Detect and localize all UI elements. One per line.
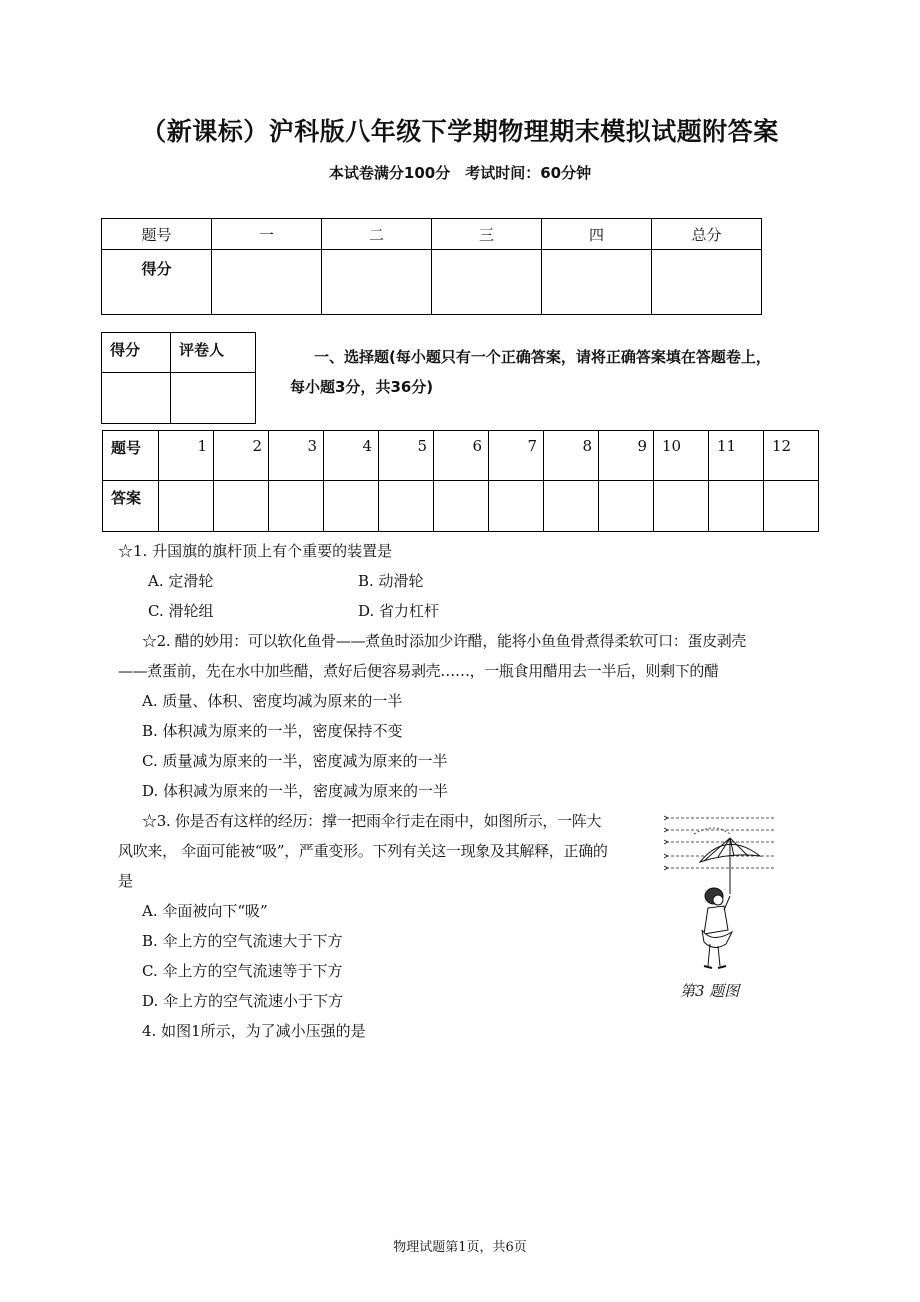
umbrella-girl-figure <box>664 812 784 978</box>
score-header-cell: 二 <box>322 219 432 250</box>
answer-blank-cell[interactable] <box>214 481 269 532</box>
question-number: 7 <box>489 431 544 481</box>
answer-blank-cell[interactable] <box>544 481 599 532</box>
question-number: 11 <box>709 431 764 481</box>
answer-row2-label: 答案 <box>103 481 159 532</box>
score-row-label: 得分 <box>102 250 212 315</box>
exam-info: 本试卷满分100分 考试时间：60分钟 <box>328 164 592 182</box>
q1-option-b: B. 动滑轮 <box>358 572 424 590</box>
q3-figure-caption: 第3 题图 <box>680 982 740 1000</box>
question-number: 8 <box>544 431 599 481</box>
q1-option-d: D. 省力杠杆 <box>358 602 440 620</box>
answer-blank-cell[interactable] <box>379 481 434 532</box>
score-table <box>101 218 762 315</box>
score-blank-cell[interactable] <box>212 250 322 315</box>
question-number: 5 <box>379 431 434 481</box>
answer-blank-cell[interactable] <box>489 481 544 532</box>
score-blank-cell[interactable] <box>432 250 542 315</box>
page-footer: 物理试题第1页，共6页 <box>393 1240 527 1255</box>
section-one-line1: 一、选择题(每小题只有一个正确答案，请将正确答案填在答题卷上， <box>314 348 771 366</box>
question-number: 10 <box>654 431 709 481</box>
score-table-score-row <box>102 250 762 315</box>
q3-stem-line3: 是 <box>118 872 134 890</box>
section-one-line2: 每小题3分，共36分) <box>290 378 434 396</box>
question-number: 6 <box>434 431 489 481</box>
q1-stem: ☆1. 升国旗的旗杆顶上有个重要的装置是 <box>118 542 393 560</box>
score-table-header-row <box>102 219 762 250</box>
answer-table-number-row <box>103 431 819 481</box>
score-header-cell: 一 <box>212 219 322 250</box>
question-number: 9 <box>599 431 654 481</box>
grader-name-label: 评卷人 <box>171 333 256 373</box>
q1-option-c: C. 滑轮组 <box>148 602 214 620</box>
q2-stem-line1: ☆2. 醋的妙用：可以软化鱼骨——煮鱼时添加少许醋，能将小鱼鱼骨煮得柔软可口：蛋皮剥壳 <box>142 632 747 650</box>
question-number: 1 <box>159 431 214 481</box>
q2-option-b: B. 体积减为原来的一半，密度保持不变 <box>142 722 403 740</box>
score-blank-cell[interactable] <box>322 250 432 315</box>
q3-option-c: C. 伞上方的空气流速等于下方 <box>142 962 343 980</box>
answer-blank-cell[interactable] <box>709 481 764 532</box>
score-header-cell: 总分 <box>652 219 762 250</box>
grader-score-label: 得分 <box>102 333 171 373</box>
score-header-cell: 三 <box>432 219 542 250</box>
answer-blank-cell[interactable] <box>764 481 819 532</box>
q4-stem: 4. 如图1所示，为了减小压强的是 <box>142 1022 366 1040</box>
grader-name-blank[interactable] <box>171 373 256 424</box>
answer-blank-cell[interactable] <box>599 481 654 532</box>
q2-stem-line2: ——煮蛋前，先在水中加些醋，煮好后便容易剥壳……，一瓶食用醋用去一半后，则剩下的醋 <box>118 662 719 680</box>
score-blank-cell[interactable] <box>652 250 762 315</box>
q3-option-d: D. 伞上方的空气流速小于下方 <box>142 992 344 1010</box>
score-header-cell: 四 <box>542 219 652 250</box>
q3-option-b: B. 伞上方的空气流速大于下方 <box>142 932 343 950</box>
question-number: 4 <box>324 431 379 481</box>
q2-option-a: A. 质量、体积、密度均减为原来的一半 <box>142 692 403 710</box>
question-number: 2 <box>214 431 269 481</box>
page-title: （新课标）沪科版八年级下学期物理期末模拟试题附答案 <box>141 117 779 146</box>
score-header-cell: 题号 <box>102 219 212 250</box>
answer-table <box>102 430 819 532</box>
q3-option-a: A. 伞面被向下“吸” <box>142 902 268 920</box>
question-number: 12 <box>764 431 819 481</box>
answer-row1-label: 题号 <box>103 431 159 481</box>
answer-blank-cell[interactable] <box>654 481 709 532</box>
answer-blank-cell[interactable] <box>269 481 324 532</box>
q3-stem-line1: ☆3. 你是否有这样的经历：撑一把雨伞行走在雨中，如图所示，一阵大 <box>142 812 602 830</box>
q3-stem-line2: 风吹来， 伞面可能被“吸”，严重变形。下列有关这一现象及其解释，正确的 <box>118 842 608 860</box>
grader-box <box>101 332 256 424</box>
q2-option-d: D. 体积减为原来的一半，密度减为原来的一半 <box>142 782 449 800</box>
answer-table-answer-row <box>103 481 819 532</box>
answer-blank-cell[interactable] <box>159 481 214 532</box>
section-one-heading <box>290 342 820 402</box>
q1-option-a: A. 定滑轮 <box>148 572 214 590</box>
grader-score-blank[interactable] <box>102 373 171 424</box>
answer-blank-cell[interactable] <box>434 481 489 532</box>
question-number: 3 <box>269 431 324 481</box>
score-blank-cell[interactable] <box>542 250 652 315</box>
answer-blank-cell[interactable] <box>324 481 379 532</box>
q2-option-c: C. 质量减为原来的一半，密度减为原来的一半 <box>142 752 448 770</box>
